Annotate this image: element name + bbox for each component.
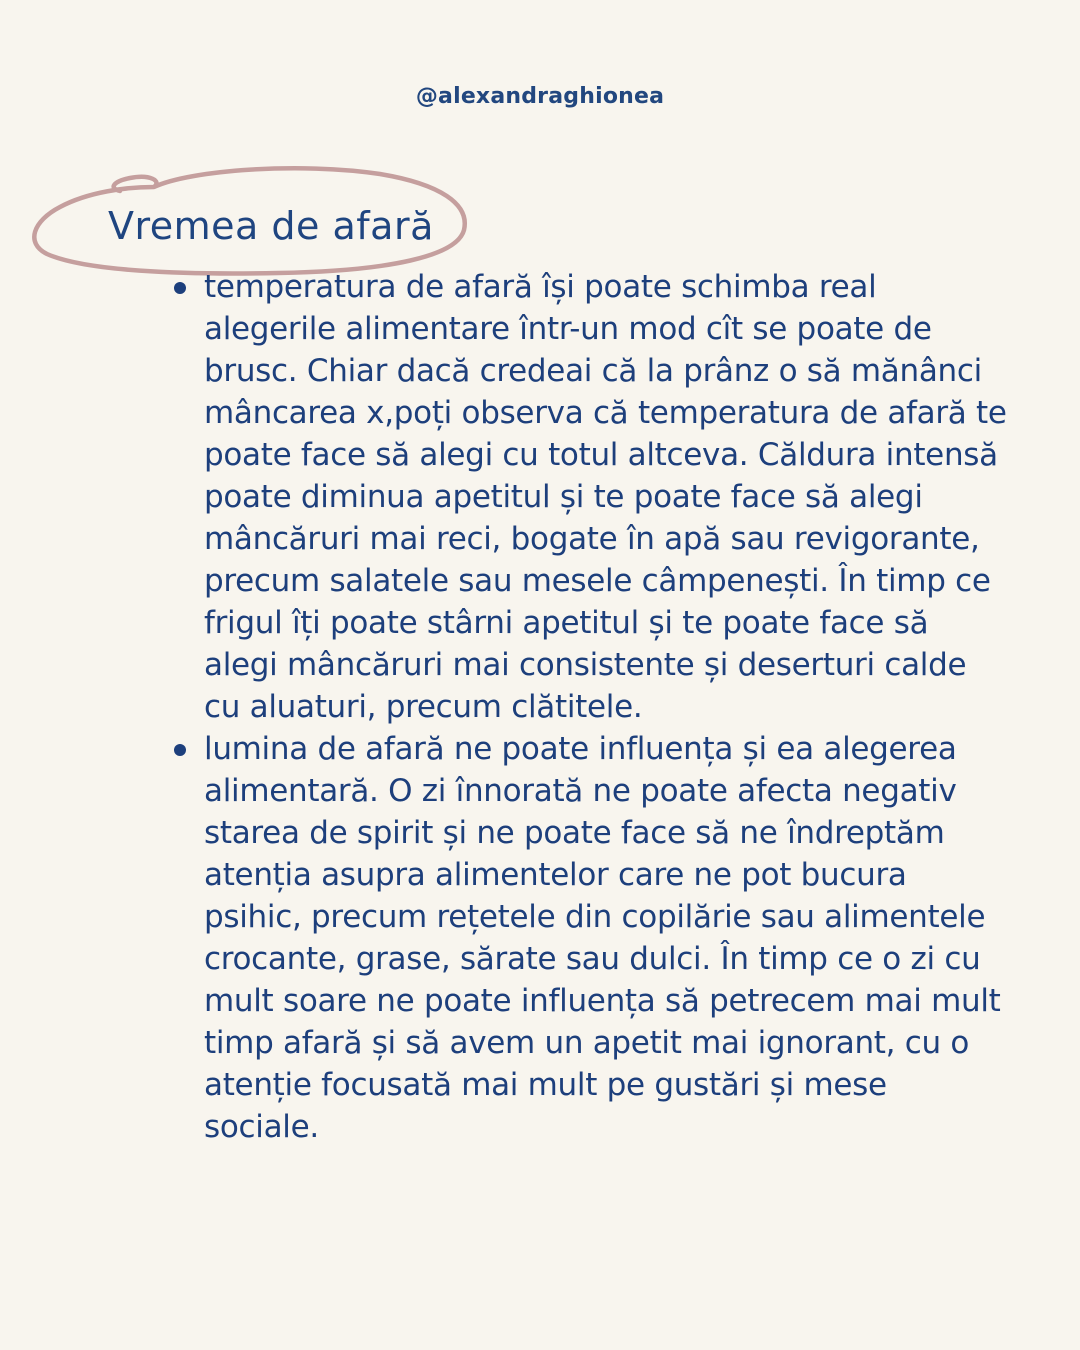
page-title: Vremea de afară — [108, 204, 434, 248]
bullet-text: lumina de afară ne poate influența și ea alegerea alimentară. O zi înnorată ne poate afecta negativ starea de spirit și ne poate face să ne îndreptăm atenția asupra alimentelor care ne pot bucura psihic, precum rețetele din copilărie sau alimentele crocante, grase, sărate sau dulci. În timp ce o zi cu mult soare ne poate influența să petrecem mai mult timp afară și să avem un apetit mai ignorant, cu o atenție focusată mai mult pe gustări și mese sociale. — [204, 731, 1001, 1145]
title-circle — [30, 160, 475, 280]
bullet-list — [172, 266, 1007, 1148]
bullet-item — [172, 266, 1007, 728]
bullet-dot — [174, 744, 186, 756]
bullet-text: temperatura de afară își poate schimba real alegerile alimentare într-un mod cît se poate de brusc. Chiar dacă credeai că la prânz o să mănânci mâncarea x,poți observa că temperatura de afară te poate face să alegi cu totul altceva. Căldura intensă poate diminua apetitul și te poate face să alegi mâncăruri mai reci, bogate în apă sau revigorante, precum salatele sau mesele câmpenești. În timp ce frigul îți poate stârni apetitul și te poate face să alegi mâncăruri mai consistente și deserturi calde cu aluaturi, precum clătitele. — [204, 269, 1007, 725]
bullet-item — [172, 728, 1007, 1148]
handle: @alexandraghionea — [415, 84, 665, 109]
bullet-dot — [174, 282, 186, 294]
